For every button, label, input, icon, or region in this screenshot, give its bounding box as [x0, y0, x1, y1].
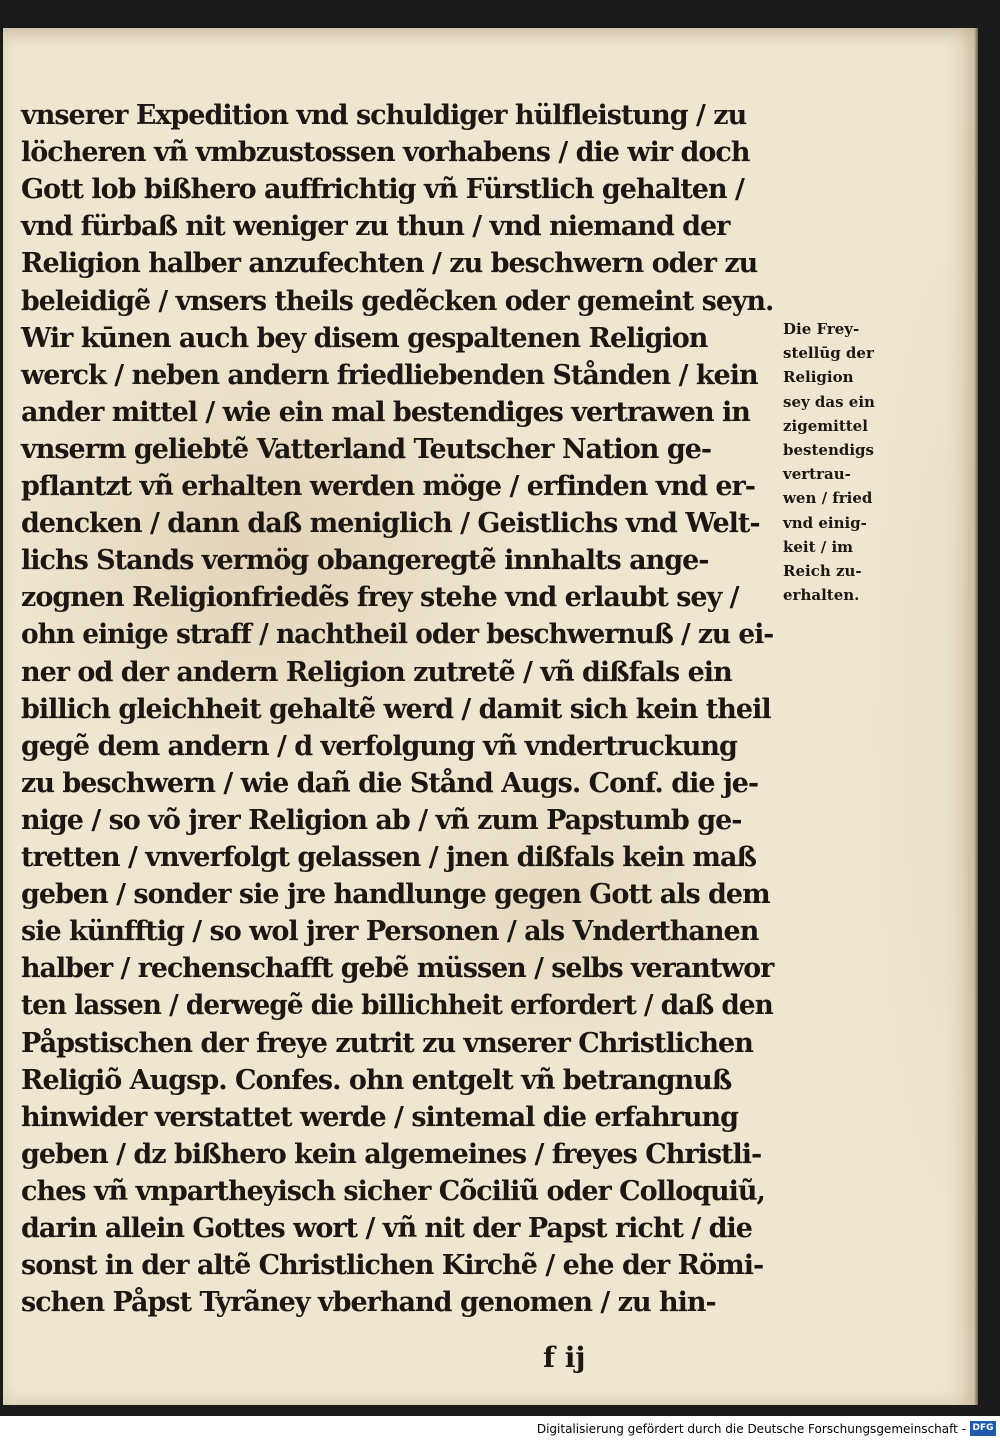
- marginal-note-line: stellūg der: [783, 344, 874, 363]
- text-line: halber / rechenschafft gebẽ müssen / selbs verantwor: [21, 953, 774, 985]
- text-line: vnserer Expedition vnd schuldiger hülfleistung / zu: [21, 100, 747, 131]
- text-line: hinwider verstattet werde / sintemal die erfahrung: [21, 1101, 738, 1133]
- signature-mark: f ij: [543, 1341, 586, 1374]
- text-line: dencken / dann daß meniglich / Geistlichs vnd Welt-: [21, 508, 760, 540]
- book-page: [3, 28, 974, 1405]
- text-line: Religiõ Augsp. Confes. ohn entgelt vñ betrangnuß: [21, 1064, 732, 1096]
- text-line: gegẽ dem andern / d verfolgung vñ vndertruckung: [21, 730, 737, 762]
- footer-bar: [0, 1416, 1000, 1442]
- dfg-logo: DFG: [970, 1421, 996, 1436]
- text-line: ander mittel / wie ein mal bestendiges vertrawen in: [21, 396, 750, 428]
- text-line: löcheren vñ vmbzustossen vorhabens / die wir doch: [21, 137, 750, 169]
- footer-credit: Digitalisierung gefördert durch die Deutsche Forschungsgemeinschaft -: [536, 1422, 966, 1436]
- text-line: Wir kūnen auch bey disem gespaltenen Religion: [21, 322, 708, 354]
- marginal-note-line: erhalten.: [783, 586, 860, 605]
- text-line: ten lassen / derwegẽ die billichheit erfordert / daß den: [21, 990, 773, 1022]
- text-line: werck / neben andern friedliebenden Stånden / kein: [21, 359, 758, 391]
- text-line: Påpstischen der freye zutrit zu vnserer Christlichen: [21, 1027, 753, 1059]
- text-line: sie künfftig / so wol jrer Personen / als Vnderthanen: [21, 916, 759, 948]
- text-line: Religion halber anzufechten / zu beschwern oder zu: [21, 248, 758, 280]
- text-line: sonst in der altẽ Christlichen Kirchẽ / ehe der Römi-: [21, 1250, 764, 1282]
- marginal-note-line: vnd einig-: [783, 513, 867, 532]
- text-line: geben / dz bißhero kein algemeines / freyes Christli-: [21, 1138, 762, 1170]
- marginal-note-line: zigemittel: [783, 416, 868, 435]
- marginal-note-line: vertrau-: [783, 465, 851, 484]
- text-line: pflantzt vñ erhalten werden möge / erfinden vnd er-: [21, 471, 755, 502]
- text-line: nige / so võ jrer Religion ab / vñ zum Papstumb ge-: [21, 804, 742, 836]
- text-line: schen Påpst Tyrãney vberhand genomen / zu hin-: [21, 1287, 716, 1319]
- text-line: tretten / vnverfolgt gelassen / jnen dißfals kein maß: [21, 842, 756, 873]
- text-line: vnd fürbaß nit weniger zu thun / vnd niemand der: [21, 211, 730, 243]
- text-line: zognen Religionfriedẽs frey stehe vnd erlaubt sey /: [21, 582, 739, 614]
- marginal-note-line: Religion: [783, 368, 854, 387]
- text-line: geben / sonder sie jre handlunge gegen Gott als dem: [21, 879, 770, 911]
- page-edge: [974, 28, 978, 1405]
- marginal-note-line: keit / im: [783, 537, 854, 556]
- marginal-note-line: Die Frey-: [783, 320, 860, 338]
- text-line: zu beschwern / wie dañ die Stånd Augs. Conf. die je-: [21, 767, 759, 799]
- marginal-note-line: wen / fried: [783, 489, 873, 508]
- marginal-note-line: Reich zu-: [783, 562, 862, 580]
- text-line: ohn einige straff / nachtheil oder beschwernuß / zu ei-: [21, 619, 774, 651]
- marginal-note-line: bestendigs: [783, 441, 874, 459]
- text-line: Gott lob bißhero auffrichtig vñ Fürstlich gehalten /: [21, 174, 744, 206]
- text-line: vnserm geliebtẽ Vatterland Teutscher Nation ge-: [21, 433, 712, 465]
- text-line: darin allein Gottes wort / vñ nit der Papst richt / die: [21, 1213, 752, 1244]
- text-line: lichs Stands vermög obangeregtẽ innhalts ange-: [21, 545, 709, 577]
- marginal-note-line: sey das ein: [783, 392, 875, 411]
- text-line: ner od der andern Religion zutretẽ / vñ dißfals ein: [21, 656, 732, 688]
- text-line: billich gleichheit gehaltẽ werd / damit sich kein theil: [21, 693, 771, 725]
- text-line: ches vñ vnpartheyisch sicher Cõciliũ oder Colloquiũ,: [21, 1175, 765, 1207]
- text-line: beleidigẽ / vnsers theils gedẽcken oder gemeint seyn.: [21, 285, 774, 317]
